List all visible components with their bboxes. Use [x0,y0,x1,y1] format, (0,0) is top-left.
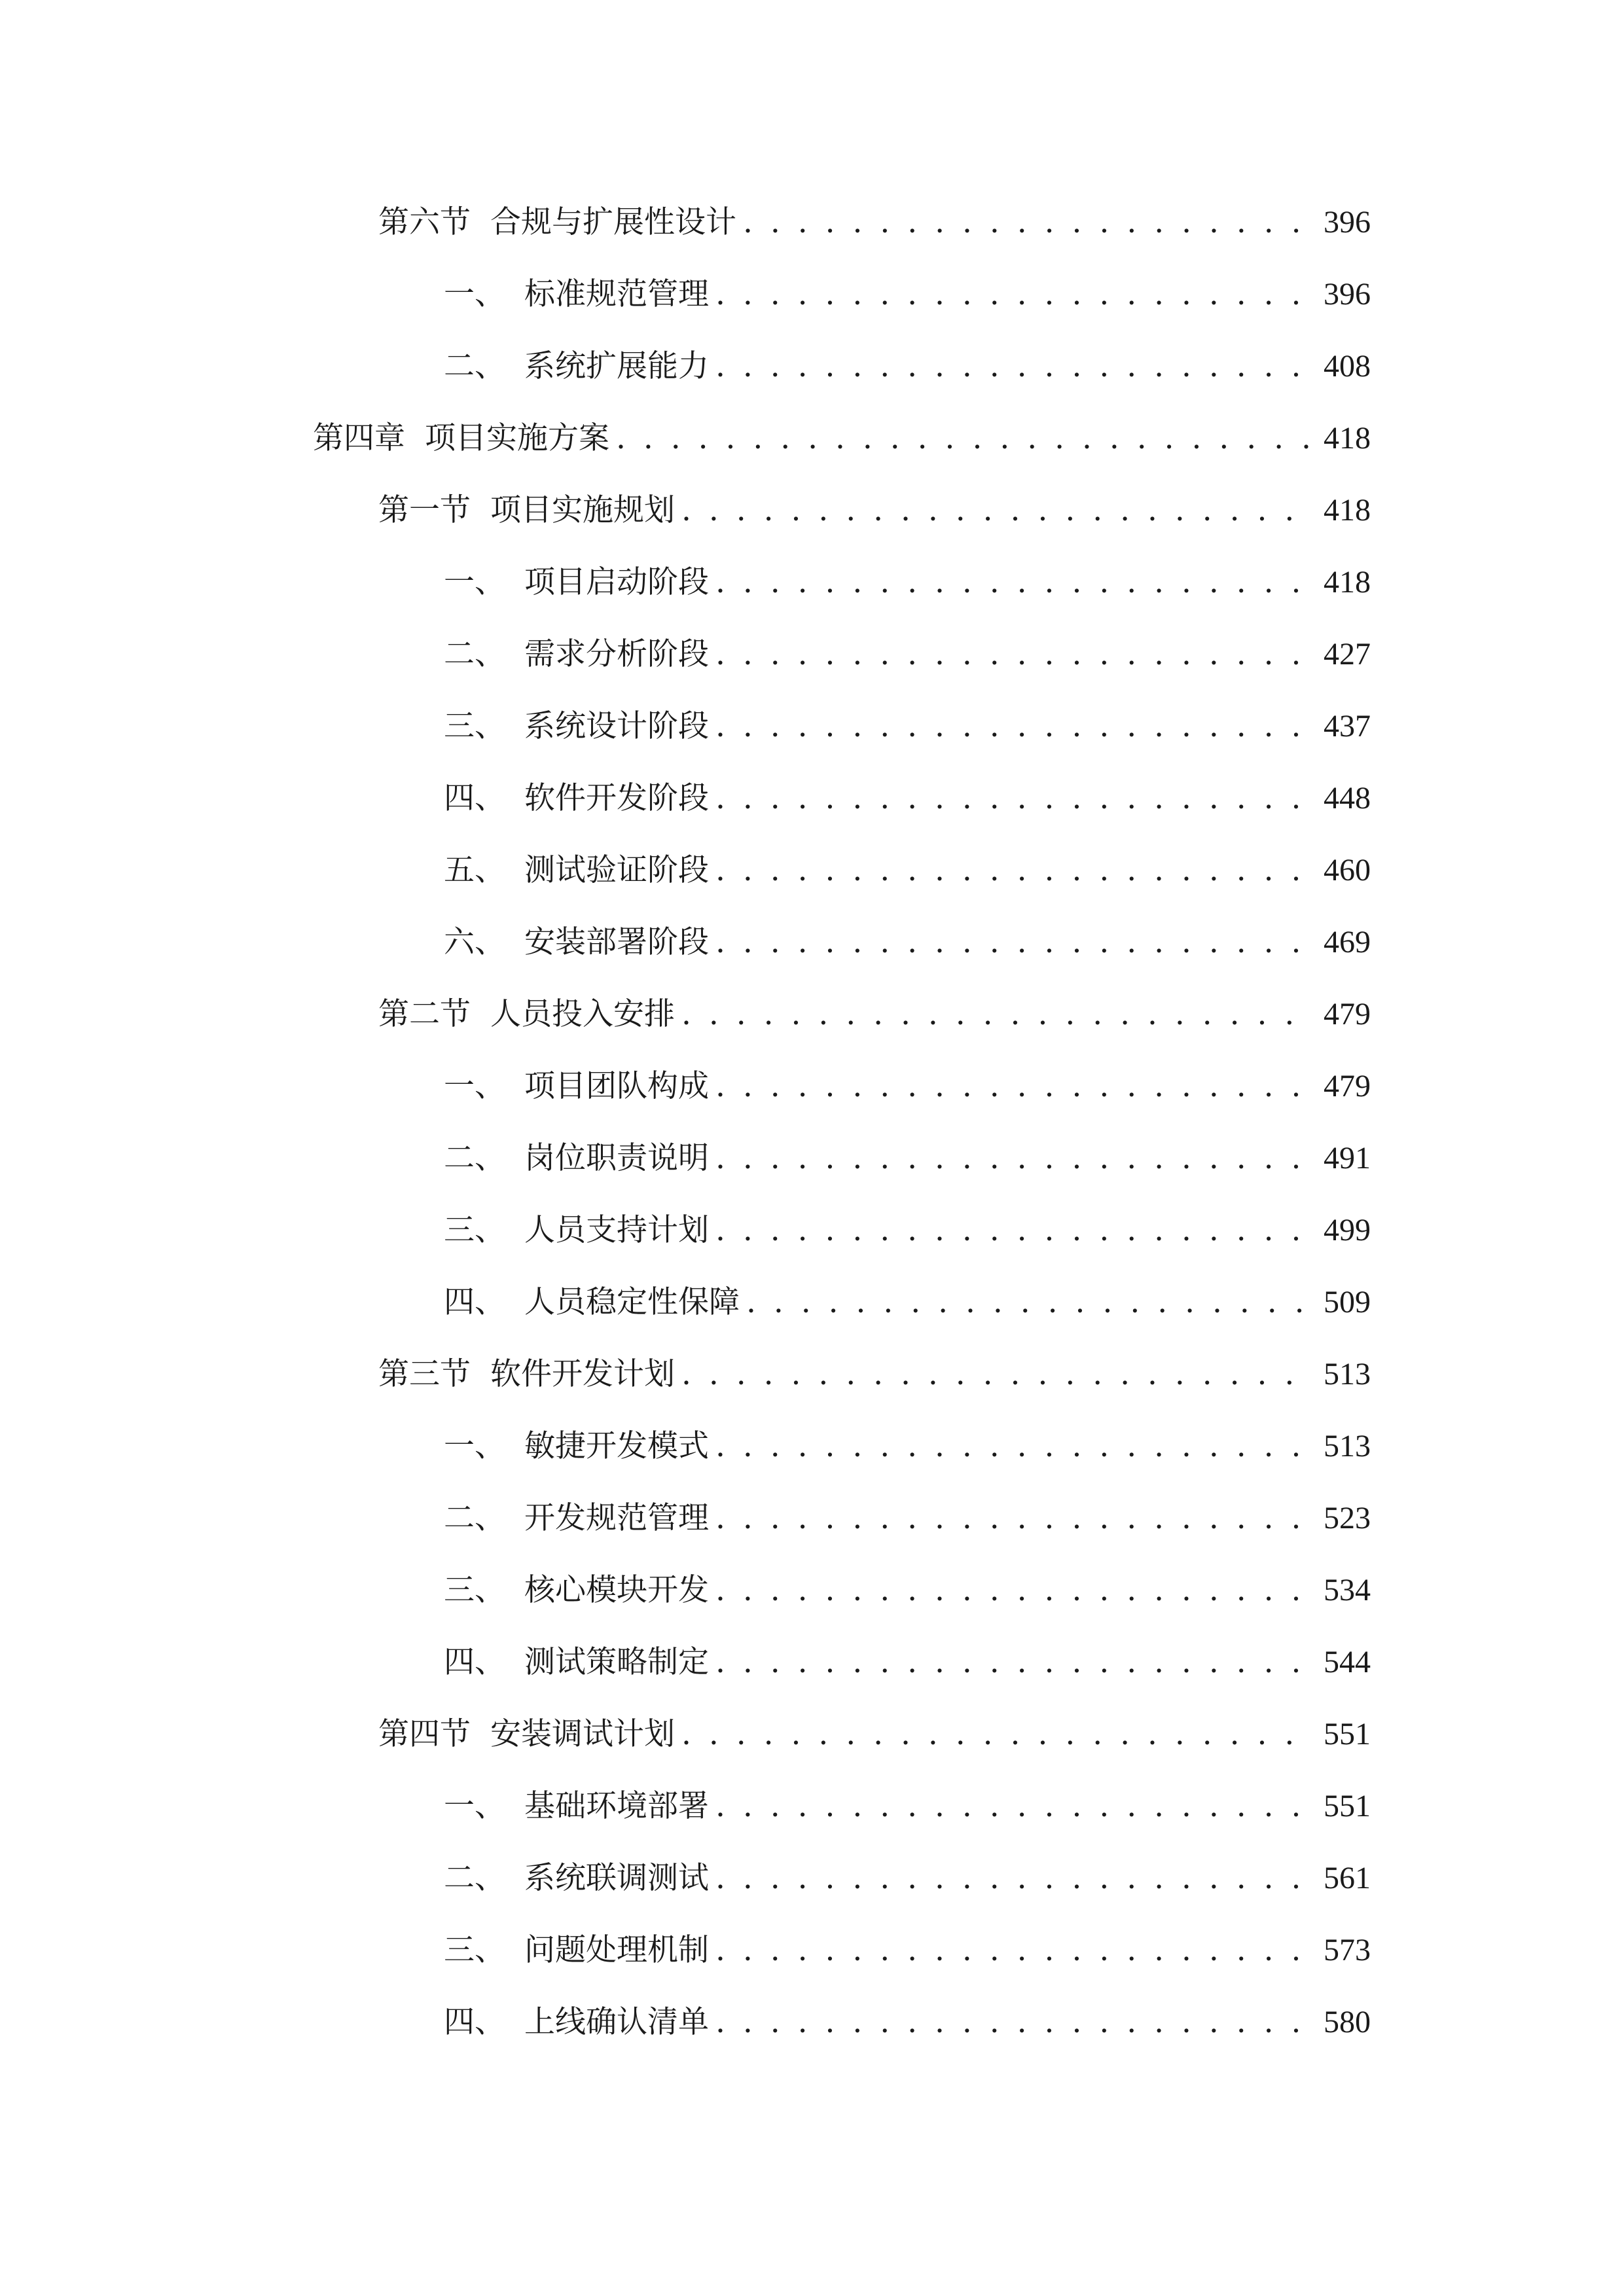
toc-entry[interactable] [378,1348,1371,1401]
toc-dot-leader [715,1420,1312,1473]
toc-entry[interactable] [313,412,1371,465]
toc-entry-page: 479 [1324,1069,1371,1103]
toc-dot-leader [715,700,1312,753]
toc-entry[interactable] [444,1420,1371,1473]
toc-entry-number: 四、 [444,780,505,816]
toc-dot-leader [715,916,1312,969]
toc-entry-page: 418 [1324,421,1371,456]
toc-dot-leader [681,1708,1312,1761]
toc-entry-number: 六、 [444,924,505,960]
toc-entry-number: 二、 [444,1860,505,1896]
toc-entry[interactable] [444,1204,1371,1257]
toc-entry-number: 四、 [444,1644,505,1680]
toc-entry-title: 项目团队构成 [524,1068,709,1104]
toc-entry-number: 二、 [444,1500,505,1536]
toc-entry-title: 测试策略制定 [524,1644,709,1680]
toc-dot-leader [715,1132,1312,1185]
toc-entry-page: 573 [1324,1933,1371,1967]
toc-entry-title: 核心模块开发 [524,1572,709,1608]
toc-dot-leader [715,1492,1312,1545]
toc-entry[interactable] [444,1780,1371,1833]
toc-dot-leader [681,988,1312,1041]
toc-entry-number: 第三节 [378,1356,471,1392]
toc-entry[interactable] [444,268,1371,321]
toc-entry-number: 三、 [444,1572,505,1608]
toc-entry-page: 448 [1324,781,1371,816]
toc-entry-page: 437 [1324,709,1371,744]
toc-dot-leader [715,1924,1312,1977]
toc-entry-number: 四、 [444,2004,505,2040]
toc-entry-number: 五、 [444,852,505,888]
toc-entry-page: 469 [1324,925,1371,960]
toc-entry-number: 第四节 [378,1716,471,1752]
toc-entry-number: 四、 [444,1284,505,1320]
toc-entry-title: 安装部署阶段 [524,924,709,960]
toc-entry-number: 二、 [444,348,505,384]
toc-entry-page: 460 [1324,853,1371,888]
toc-entry-title: 软件开发阶段 [524,780,709,816]
toc-entry-page: 580 [1324,2005,1371,2039]
toc-entry-page: 509 [1324,1285,1371,1319]
toc-entry-page: 491 [1324,1141,1371,1175]
toc-dot-leader [715,1780,1312,1833]
toc-entry-page: 561 [1324,1861,1371,1895]
toc-dot-leader [715,628,1312,681]
toc-dot-leader [746,1276,1312,1329]
toc-entry-number: 第一节 [378,492,471,528]
toc-entry-number: 第六节 [378,204,471,240]
toc-dot-leader [715,772,1312,825]
toc-entry-page: 479 [1324,997,1371,1031]
toc-entry-title: 系统扩展能力 [524,348,709,384]
toc-entry-number: 三、 [444,708,505,744]
toc-entry-page: 499 [1324,1213,1371,1247]
toc-dot-leader [715,556,1312,609]
toc-entry-title: 敏捷开发模式 [524,1428,709,1464]
toc-entry-title: 人员投入安排 [490,996,675,1032]
toc-entry-title: 上线确认清单 [524,2004,709,2040]
toc-entry[interactable] [444,916,1371,969]
toc-entry-title: 安装调试计划 [490,1716,675,1752]
toc-entry[interactable] [444,1996,1371,2049]
toc-dot-leader [681,484,1312,537]
toc-entry-title: 需求分析阶段 [524,636,709,672]
toc-entry-number: 三、 [444,1212,505,1248]
toc-entry-title: 岗位职责说明 [524,1140,709,1176]
toc-entry-title: 标准规范管理 [524,276,709,312]
toc-dot-leader [715,1996,1312,2049]
toc-entry[interactable] [378,1708,1371,1761]
toc-entry-number: 二、 [444,636,505,672]
toc-dot-leader [743,196,1312,249]
toc-entry-number: 一、 [444,564,505,600]
toc-entry-number: 一、 [444,1428,505,1464]
toc-entry-page: 523 [1324,1501,1371,1535]
toc-entry-title: 系统联调测试 [524,1860,709,1896]
toc-entry-page: 427 [1324,637,1371,672]
toc-entry-page: 396 [1324,205,1371,240]
toc-entry-title: 开发规范管理 [524,1500,709,1536]
toc-entry-page: 418 [1324,565,1371,600]
toc-entry-page: 396 [1324,277,1371,312]
toc-dot-leader [715,1636,1312,1689]
toc-entry-page: 544 [1324,1645,1371,1679]
toc-entry-title: 项目启动阶段 [524,564,709,600]
toc-entry[interactable] [444,1132,1371,1185]
toc-entry-title: 项目实施方案 [425,420,609,456]
toc-entry[interactable] [444,1636,1371,1689]
toc-entry[interactable] [378,988,1371,1041]
toc-entry-page: 408 [1324,349,1371,384]
toc-dot-leader [715,340,1312,393]
toc-entry-page: 418 [1324,493,1371,528]
toc-entry-title: 合规与扩展性设计 [490,204,736,240]
toc-entry[interactable] [444,1564,1371,1617]
toc-entry[interactable] [444,1060,1371,1113]
toc-entry-page: 534 [1324,1573,1371,1607]
toc-entry-page: 513 [1324,1429,1371,1463]
toc-entry[interactable] [444,628,1371,681]
toc-entry[interactable] [444,1276,1371,1329]
toc-entry-title: 软件开发计划 [490,1356,675,1392]
toc-entry[interactable] [444,556,1371,609]
toc-entry-number: 一、 [444,276,505,312]
toc-entry-title: 系统设计阶段 [524,708,709,744]
toc-entry-title: 项目实施规划 [490,492,675,528]
toc-entry[interactable] [444,1492,1371,1545]
toc-entry-page: 513 [1324,1357,1371,1391]
toc-entry-page: 551 [1324,1717,1371,1751]
toc-dot-leader [715,1852,1312,1905]
toc-entry-number: 三、 [444,1932,505,1968]
toc-entry[interactable] [444,1852,1371,1905]
toc-dot-leader [715,268,1312,321]
toc-entry[interactable] [444,700,1371,753]
toc-entry[interactable] [378,484,1371,537]
toc-entry-page: 551 [1324,1789,1371,1823]
toc-entry-number: 一、 [444,1068,505,1104]
toc-entry-number: 一、 [444,1788,505,1824]
toc-entry-number: 二、 [444,1140,505,1176]
toc-entry-title: 人员支持计划 [524,1212,709,1248]
toc-entry[interactable] [444,844,1371,897]
toc-dot-leader [681,1348,1312,1401]
toc-entry[interactable] [444,340,1371,393]
toc-entry-title: 人员稳定性保障 [524,1284,740,1320]
toc-entry[interactable] [444,772,1371,825]
toc-entry-number: 第四章 [313,420,405,456]
toc-entry[interactable] [444,1924,1371,1977]
toc-dot-leader [715,1060,1312,1113]
toc-entry-title: 测试验证阶段 [524,852,709,888]
toc-entry-number: 第二节 [378,996,471,1032]
toc-entry-title: 问题处理机制 [524,1932,709,1968]
toc-dot-leader [616,412,1312,465]
toc-dot-leader [715,1564,1312,1617]
toc-entry[interactable] [378,196,1371,249]
toc-dot-leader [715,1204,1312,1257]
toc-dot-leader [715,844,1312,897]
toc-entry-title: 基础环境部署 [524,1788,709,1824]
